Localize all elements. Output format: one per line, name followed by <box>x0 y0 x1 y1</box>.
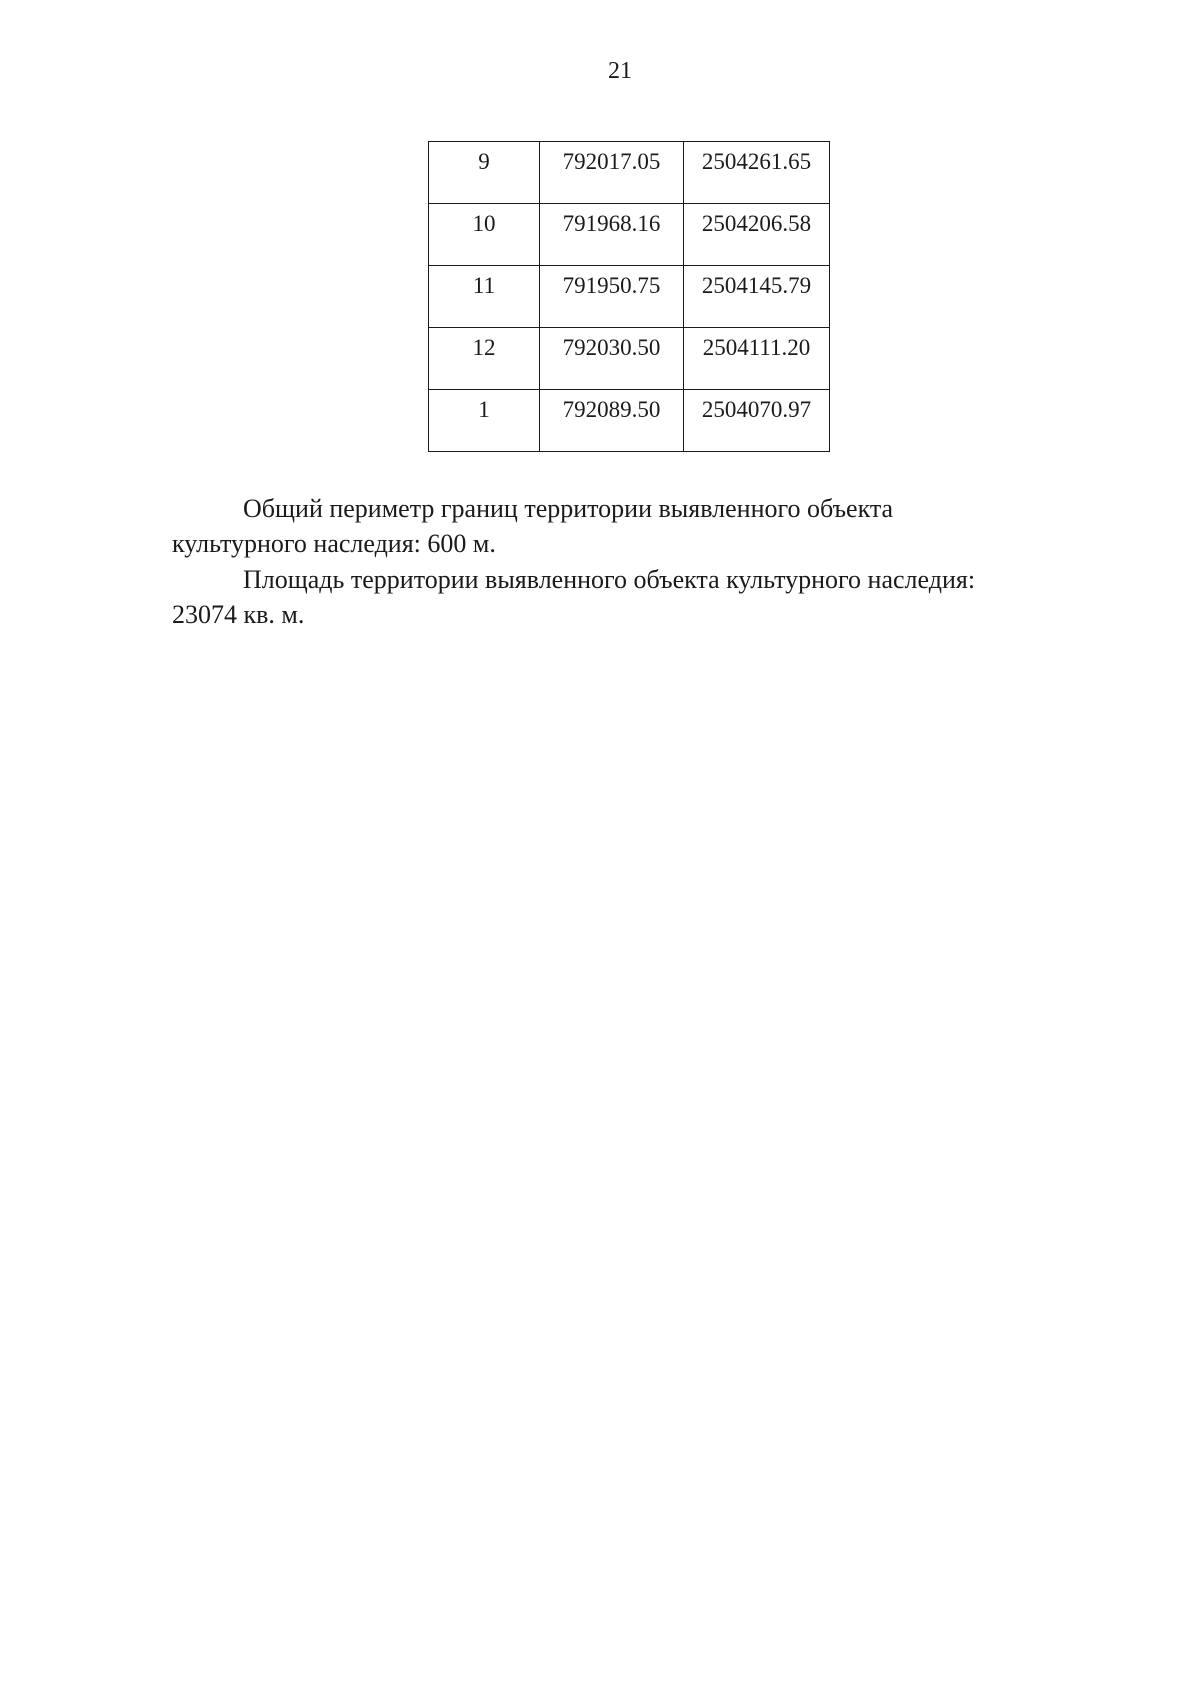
table-row <box>429 266 830 328</box>
coordinates-table <box>428 141 830 452</box>
perimeter-paragraph <box>172 491 1089 561</box>
x-coordinate-cell: 792030.50 <box>540 328 684 390</box>
y-coordinate-cell: 2504145.79 <box>684 266 830 328</box>
point-number-cell: 11 <box>429 266 540 328</box>
point-number-cell: 9 <box>429 142 540 204</box>
page-number: 21 <box>608 58 632 84</box>
y-coordinate-cell: 2504070.97 <box>684 390 830 452</box>
table-row <box>429 328 830 390</box>
area-text-line1: Площадь территории выявленного объекта культурного наследия: <box>243 565 976 594</box>
table-row <box>429 390 830 452</box>
x-coordinate-cell: 791968.16 <box>540 204 684 266</box>
x-coordinate-cell: 791950.75 <box>540 266 684 328</box>
area-paragraph <box>172 562 1089 632</box>
y-coordinate-cell: 2504111.20 <box>684 328 830 390</box>
x-coordinate-cell: 792017.05 <box>540 142 684 204</box>
area-text-line2: 23074 кв. м. <box>172 600 305 629</box>
x-coordinate-cell: 792089.50 <box>540 390 684 452</box>
point-number-cell: 10 <box>429 204 540 266</box>
document-body <box>172 491 1089 633</box>
table-row <box>429 142 830 204</box>
y-coordinate-cell: 2504261.65 <box>684 142 830 204</box>
perimeter-text-line1: Общий периметр границ территории выявленного объекта <box>243 494 894 523</box>
perimeter-text-line2: культурного наследия: 600 м. <box>172 529 496 558</box>
y-coordinate-cell: 2504206.58 <box>684 204 830 266</box>
table-row <box>429 204 830 266</box>
point-number-cell: 12 <box>429 328 540 390</box>
point-number-cell: 1 <box>429 390 540 452</box>
